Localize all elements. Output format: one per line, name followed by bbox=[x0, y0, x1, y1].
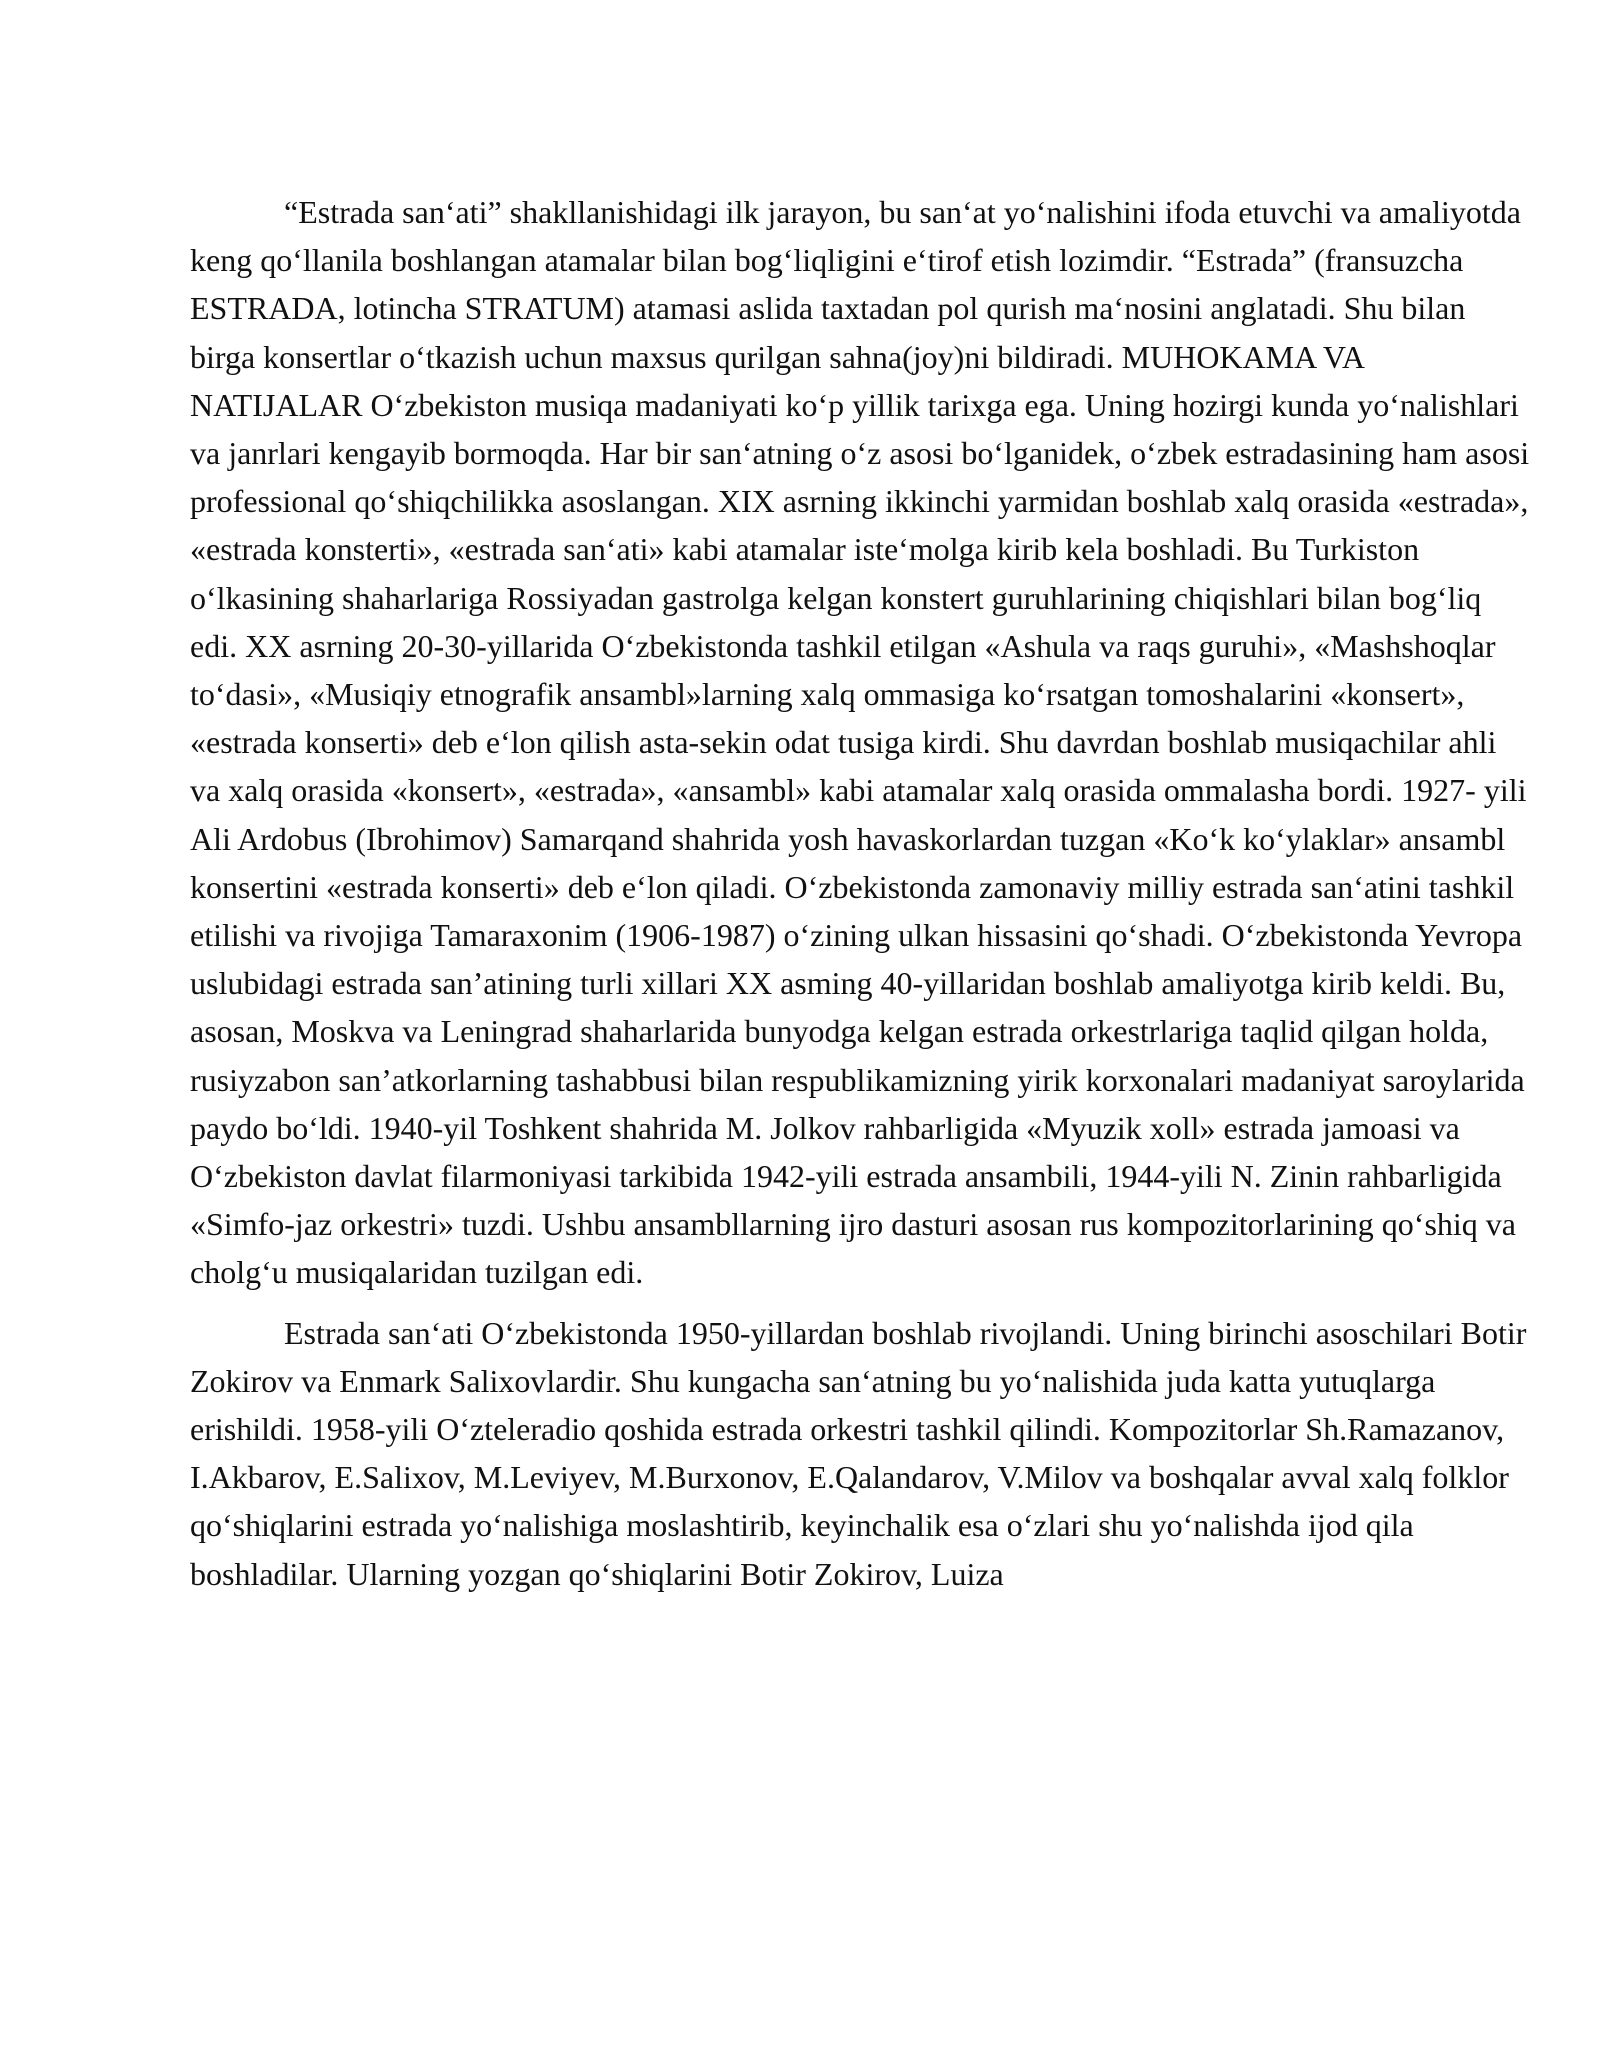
body-paragraph-2: Estrada san‘ati O‘zbekistonda 1950-yillardan boshlab rivojlandi. Uning birinchi asoschilari Botir Zokirov va Enmark Salixovlardir. Shu kungacha san‘atning bu yo‘nalishida juda katta yutuqlarga erishildi. 1958-yili O‘zteleradio qoshida estrada orkestri tashkil qilindi. Kompozitorlar Sh.Ramazanov, I.Akbarov, E.Salixov, M.Leviyev, M.Burxonov, E.Qalandarov, V.Milov va boshqalar avval xalq folklor qo‘shiqlarini estrada yo‘nalishiga moslashtirib, keyinchalik esa o‘zlari shu yo‘nalishda ijod qila boshladilar. Ularning yozgan qo‘shiqlarini Botir Zokirov, Luiza bbox=[190, 1314, 1527, 1592]
body-paragraph-1: “Estrada san‘ati” shakllanishidagi ilk jarayon, bu san‘at yo‘nalishini ifoda etuvchi va amaliyotda keng qo‘llanila boshlangan atamalar bilan bog‘liqligini e‘tirof etish lozimdir. “Estrada” (fransuzcha ESTRADA, lotincha STRATUM) atamasi aslida taxtadan pol qurish ma‘nosini anglatadi. Shu bilan birga konsertlar o‘tkazish uchun maxsus qurilgan sahna(joy)ni bildiradi. MUHOKAMA VA NATIJALAR O‘zbekiston musiqa madaniyati ko‘p yillik tarixga ega. Uning hozirgi kunda yo‘nalishlari va janrlari kengayib bormoqda. Har bir san‘atning o‘z asosi bo‘lganidek, o‘zbek estradasining ham asosi professional qo‘shiqchilikka asoslangan. XIX asrning ikkinchi yarmidan boshlab xalq orasida «estrada», «estrada konsterti», «estrada san‘ati» kabi atamalar iste‘molga kirib kela boshladi. Bu Turkiston o‘lkasining shaharlariga Rossiyadan gastrolga kelgan konstert guruhlarining chiqishlari bilan bog‘liq edi. XX asrning 20-30-yillarida O‘zbekistonda tashkil etilgan «Ashula va raqs guruhi», «Mashshoqlar to‘dasi», «Musiqiy etnografik ansambl»larning xalq ommasiga ko‘rsatgan tomoshalarini «konsert», «estrada konserti» deb e‘lon qilish asta-sekin odat tusiga kirdi. Shu davrdan boshlab musiqachilar ahli va xalq orasida «konsert», «estrada», «ansambl» kabi atamalar xalq orasida ommalasha bordi. 1927- yili Ali Ardobus (Ibrohimov) Samarqand shahrida yosh havaskorlardan tuzgan «Ko‘k ko‘ylaklar» ansambl konsertini «estrada konserti» deb e‘lon qiladi. O‘zbekistonda zamonaviy milliy estrada san‘atini tashkil etilishi va rivojiga Tamaraxonim (1906-1987) o‘zining ulkan hissasini qo‘shadi. O‘zbekistonda Yevropa uslubidagi estrada san’atining turli xillari XX asming 40-yillaridan boshlab amaliyotga kirib keldi. Bu, asosan, Moskva va Leningrad shaharlarida bunyodga kelgan estrada orkestrlariga taqlid qilgan holda, rusiyzabon san’atkorlarning tashabbusi bilan respublikamizning yirik korxonalari madaniyat saroylarida paydo bo‘ldi. 1940-yil Toshkent shahrida M. Jolkov rahbarligida «Myuzik xoll» estrada jamoasi va O‘zbekiston davlat filarmoniyasi tarkibida 1942-yili estrada ansambili, 1944-yili N. Zinin rahbarligida «Simfo-jaz orkestri» tuzdi. Ushbu ansambllarning ijro dasturi asosan rus kompozitorlarining qo‘shiq va cholg‘u musiqalaridan tuzilgan edi. bbox=[190, 194, 1530, 1291]
document-page bbox=[190, 188, 1530, 1598]
